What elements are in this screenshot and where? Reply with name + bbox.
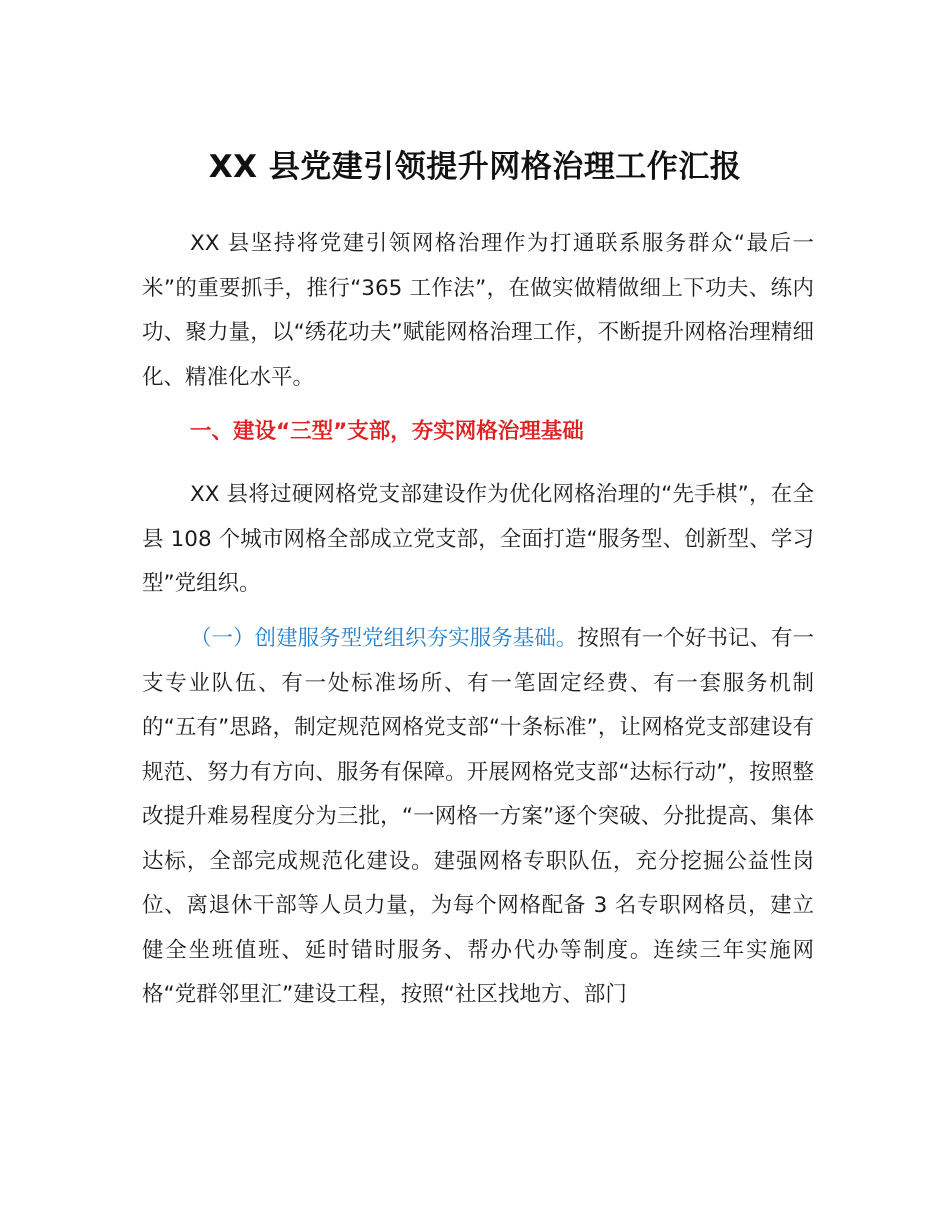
subsection-1-body: 按照有一个好书记、有一支专业队伍、有一处标准场所、有一笔固定经费、有一套服务机制的“五有”思路，制定规范网格党支部“十条标准”，让网格党支部建设有规范、努力有方向、服务有保障。开展网格党支部“达标行动”，按照整改提升难易程度分为三批，“一网格一方案”逐个突破、分批提高、集体达标，全部完成规范化建设。建强网格专职队伍，充分挖掘公益性岗位、离退休干部等人员力量，为每个网格配备 3 名专职网格员，建立健全坐班值班、延时错时服务、帮办代办等制度。连续三年实施网格“党群邻里汇”建设工程，按照“社区找地方、部门 bbox=[142, 626, 814, 1007]
document-title: XX 县党建引领提升网格治理工作汇报 bbox=[208, 149, 742, 185]
subsection-heading-1: （一）创建服务型党组织夯实服务基础。 bbox=[190, 626, 578, 651]
subsection-1-paragraph bbox=[142, 617, 814, 1018]
section-1-paragraph: XX 县将过硬网格党支部建设作为优化网格治理的“先手棋”，在全县 108 个城市网格全部成立党支部，全面打造“服务型、创新型、学习型”党组织。 bbox=[142, 482, 814, 596]
intro-paragraph: XX 县坚持将党建引领网格治理作为打通联系服务群众“最后一米”的重要抓手，推行“365 工作法”，在做实做精做细上下功夫、练内功、聚力量，以“绣花功夫”赋能网格治理工作，不断提升网格治理精细化、精准化水平。 bbox=[142, 231, 814, 390]
section-heading-1: 一、建设“三型”支部，夯实网格治理基础 bbox=[190, 419, 584, 444]
